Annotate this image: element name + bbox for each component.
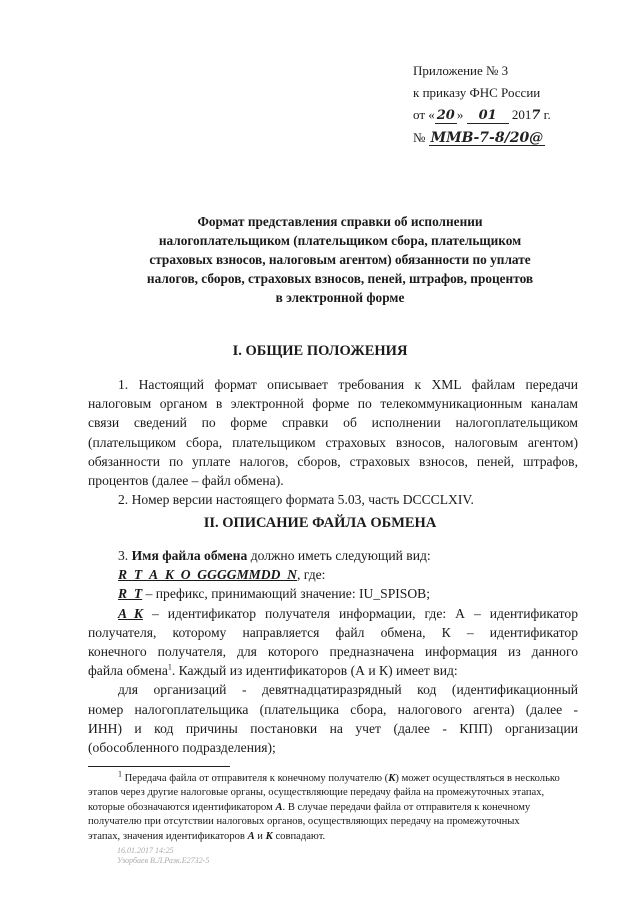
footnote-id-k: К: [265, 830, 273, 842]
org-line: номер налогоплательщика (плательщика сбора, налогового агента) (далее -: [88, 701, 578, 717]
date-end: г.: [543, 107, 551, 122]
number-prefix: №: [413, 130, 426, 145]
ak-term: A_K: [118, 605, 143, 621]
paragraph-1-line: 1. Настоящий формат описывает требования к XML файлам передачи: [118, 377, 578, 392]
footnote-id-a: А: [247, 830, 255, 842]
document-title: [110, 212, 570, 307]
p3-number: 3.: [118, 548, 129, 563]
section-2-heading: II. ОПИСАНИЕ ФАЙЛА ОБМЕНА: [203, 515, 437, 531]
stamp-line: Узорбаев В.Л.Разк.Е2732-5: [117, 856, 210, 865]
paragraph-3: [88, 546, 578, 565]
p3-rest: должно иметь следующий вид:: [250, 548, 431, 563]
section-2-body: [88, 546, 578, 757]
paragraph-2: 2. Номер версии настоящего формата 5.03, часть DCCCLXIV.: [118, 492, 474, 508]
footnote-text: этапах, значения идентификаторов: [88, 830, 248, 842]
paragraph-1-line: обязанности по уплате налогов, сборов, страховых взносов, пеней, штрафов,: [88, 453, 578, 469]
footnote-text: Передача файла от отправителя к конечному получателю (: [122, 773, 389, 784]
footnote-text: которые обозначаются идентификатором: [88, 801, 276, 813]
date-year-prefix: 201: [511, 107, 532, 122]
title-line: налогов, сборов, страховых взносов, пеней, штрафов, процентов: [146, 271, 534, 286]
appendix-line-2: к приказу ФНС России: [413, 85, 541, 100]
footnote-id-k: К: [388, 773, 396, 784]
section-1-heading: I. ОБЩИЕ ПОЛОЖЕНИЯ: [232, 343, 408, 359]
date-day: 20: [436, 108, 455, 123]
appendix-block: [413, 60, 551, 149]
ak-last-b: . Каждый из идентификаторов (А и К) имеет вид:: [171, 663, 458, 679]
footnote-id-a: А: [275, 801, 283, 813]
file-name-pattern-line: [88, 565, 578, 584]
footnote-line: [88, 769, 578, 786]
footnote-line: получателю при отсутствии налоговых органов, осуществляющих передачу на промежуточных: [88, 816, 520, 828]
ak-line-last: [88, 661, 578, 680]
footnote-divider: [88, 766, 230, 767]
title-line: страховых взносов, налоговым агентом) обязанности по уплате: [149, 252, 531, 267]
footnote-text: совпадают.: [272, 830, 326, 842]
paragraph-1-line: связи сведений по форме справки об исполнении налогоплательщиком: [88, 415, 578, 431]
org-line: ИНН) и код причины постановки на учет (далее - КПП) организации: [88, 720, 578, 736]
ak-line: получателя, которому направляется файл обмена, К – идентификатор: [88, 624, 578, 640]
org-line: для организаций - девятнадцатиразрядный код (идентификационный: [118, 682, 578, 698]
section-1-body: [88, 375, 578, 509]
ak-line: [88, 604, 578, 623]
rt-rest: – префикс, принимающий значение: IU_SPISOB;: [145, 586, 431, 602]
appendix-number: [413, 127, 551, 149]
paragraph-1-line: (плательщиком сбора, плательщиком страховых взносов, налоговым агентом): [88, 434, 578, 450]
date-month: 01: [467, 109, 509, 124]
ak-line: конечного получателя, для которого предназначена информация из данного: [88, 644, 578, 660]
p3-bold-term: Имя файла обмена: [131, 548, 248, 563]
date-mid: »: [456, 107, 464, 122]
footnote-line: этапов через другие налоговые органы, осуществляющие передачу файла на промежуточных этапах,: [88, 787, 545, 799]
footnote: [88, 769, 578, 844]
stamp-line: 16.01.2017 14:25: [117, 846, 174, 855]
paragraph-1-line: процентов (далее – файл обмена).: [88, 473, 284, 489]
title-line: в электронной форме: [275, 290, 405, 305]
footnote-text: и: [254, 830, 266, 842]
order-number: ММВ-7-8/20@: [430, 130, 544, 146]
title-line: Формат представления справки об исполнении: [197, 214, 483, 229]
title-line: налогоплательщиком (плательщиком сбора, плательщиком: [158, 233, 522, 248]
footnote-line: [88, 830, 578, 844]
rt-term: R_T: [118, 586, 143, 602]
rt-line: [88, 584, 578, 603]
ak-text: – идентификатор получателя информации, где: А – идентификатор: [151, 605, 578, 621]
footnote-ref: 1: [167, 662, 172, 672]
footnote-line: [88, 801, 578, 815]
registration-stamp: [117, 846, 209, 866]
appendix-date: [413, 104, 551, 127]
footnote-text: . В случае передачи файла от отправителя к конечному: [282, 801, 531, 813]
paragraph-1-line: налоговым органом в электронной форме по телекоммуникационным каналам: [88, 396, 578, 412]
pattern-rest: , где:: [297, 567, 326, 583]
ak-last-a: файла обмена: [88, 663, 168, 679]
footnote-text: ) может осуществляться в несколько: [395, 773, 560, 784]
appendix-line-1: Приложение № 3: [413, 63, 509, 78]
org-line: (обособленного подразделения);: [88, 740, 276, 756]
date-prefix: от «: [413, 107, 435, 122]
file-name-pattern: R_T_A_K_O_GGGGMMDD_N: [118, 567, 297, 583]
date-year-suffix: 7: [531, 108, 541, 123]
footnote-marker: 1: [118, 769, 122, 779]
